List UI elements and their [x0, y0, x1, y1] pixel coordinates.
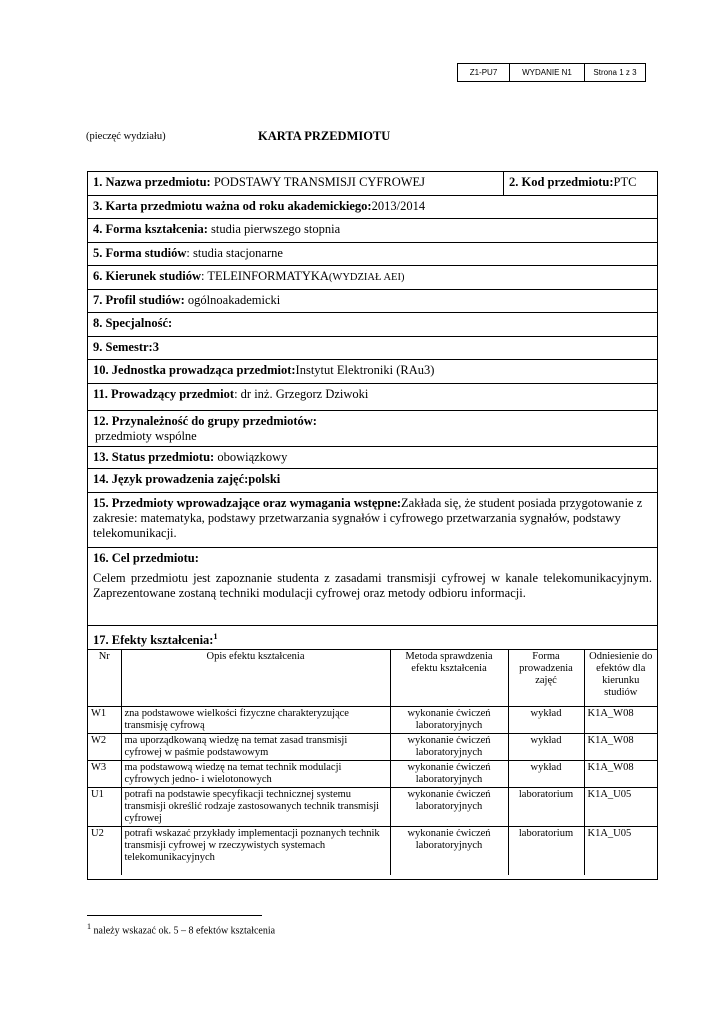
learning-outcomes-table: [88, 650, 657, 875]
col-header-reference: Odniesienie do efektów dla kierunku studiów: [584, 650, 657, 707]
table-row: U2 potrafi wskazać przykłady implementacji poznanych technik transmisji cyfrowej w rzeczywistych systemach telekomunikacyjnych wykonanie ćwiczeń laboratoryjnych laboratorium K1A_U05: [88, 827, 657, 876]
row-education-form: 4. Forma kształcenia: studia pierwszego stopnia: [88, 219, 657, 243]
row-study-profile: 7. Profil studiów: ogólnoakademicki: [88, 290, 657, 313]
table-header-row: [88, 650, 657, 707]
course-goal-text: Celem przedmiotu jest zapoznanie studenta z zasadami transmisji cyfrowej w kanale telekomunikacyjnym. Zaprezentowane zostaną techniki modulacji cyfrowej oraz metody odbioru informacji.: [93, 571, 652, 600]
col-header-method: Metoda sprawdzenia efektu kształcenia: [390, 650, 508, 707]
row-study-form: 5. Forma studiów: studia stacjonarne: [88, 243, 657, 266]
document-code: Z1-PU7: [458, 64, 510, 82]
footnote: $^1$ należy wskazać ok. 5 – 8 efektów kształcenia: [87, 922, 276, 937]
row-unit: 10. Jednostka prowadząca przedmiot:Instytut Elektroniki (RAu3): [88, 360, 657, 384]
col-header-nr: Nr: [88, 650, 121, 707]
row-subject-group: 12. Przynależność do grupy przedmiotów: przedmioty wspólne: [88, 411, 657, 447]
col-header-form: Forma prowadzenia zajęć: [508, 650, 584, 707]
footnote-divider: [87, 915, 262, 916]
row-prerequisites: 15. Przedmioty wprowadzające oraz wymagania wstępne:Zakłada się, że student posiada przygotowanie z zakresie: matematyka, podstawy przetwarzania sygnałów i cyfrowego przetwarzania sygnałów, podstawy telekomunikacji.: [88, 493, 657, 548]
table-row: U1 potrafi na podstawie specyfikacji technicznej systemu transmisji określić rodzaje zastosowanych technik transmisji cyfrowej wykonanie ćwiczeń laboratoryjnych laboratorium K1A_U05: [88, 788, 657, 827]
faculty-stamp: (pieczęć wydziału): [86, 131, 166, 142]
page-title: KARTA PRZEDMIOTU: [258, 129, 391, 143]
course-card: [87, 171, 658, 880]
document-edition: WYDANIE N1: [510, 64, 585, 82]
row-lecturer: 11. Prowadzący przedmiot: dr inż. Grzegorz Dziwoki: [88, 384, 657, 411]
course-name: 1. Nazwa przedmiotu: PODSTAWY TRANSMISJI CYFROWEJ: [88, 172, 504, 195]
row-language: 14. Język prowadzenia zajęć:polski: [88, 469, 657, 493]
row-valid-year: 3. Karta przedmiotu ważna od roku akademickiego:2013/2014: [88, 196, 657, 219]
row-course-name: [88, 172, 657, 196]
row-course-goal: 16. Cel przedmiotu: Celem przedmiotu jest zapoznanie studenta z zasadami transmisji cyfrowej w kanale telekomunikacyjnym. Zaprezentowane zostaną techniki modulacji cyfrowej oraz metody odbioru informacji.: [88, 548, 657, 626]
table-row: W2 ma uporządkowaną wiedzę na temat zasad transmisji cyfrowej w paśmie podstawowym wykonanie ćwiczeń laboratoryjnych wykład K1A_W08: [88, 734, 657, 761]
learning-outcomes-container: [88, 650, 657, 879]
page-number: Strona 1 z 3: [585, 64, 646, 82]
row-specialty: 8. Specjalność:: [88, 313, 657, 337]
table-row: W1 zna podstawowe wielkości fizyczne charakteryzujące transmisję cyfrową wykonanie ćwiczeń laboratoryjnych wykład K1A_W08: [88, 707, 657, 734]
col-header-description: Opis efektu kształcenia: [121, 650, 390, 707]
course-code: 2. Kod przedmiotu:PTC: [509, 175, 637, 189]
row-semester: 9. Semestr:3: [88, 337, 657, 360]
table-row: W3 ma podstawową wiedzę na temat technik modulacji cyfrowych jedno- i wielotonowych wykonanie ćwiczeń laboratoryjnych wykład K1A_W08: [88, 761, 657, 788]
document-header: [457, 63, 646, 82]
row-status: 13. Status przedmiotu: obowiązkowy: [88, 447, 657, 469]
row-field-of-study: 6. Kierunek studiów: TELEINFORMATYKA(WYDZIAŁ AEI): [88, 266, 657, 290]
row-learning-outcomes: 17. Efekty kształcenia:$^1$: [88, 626, 657, 650]
